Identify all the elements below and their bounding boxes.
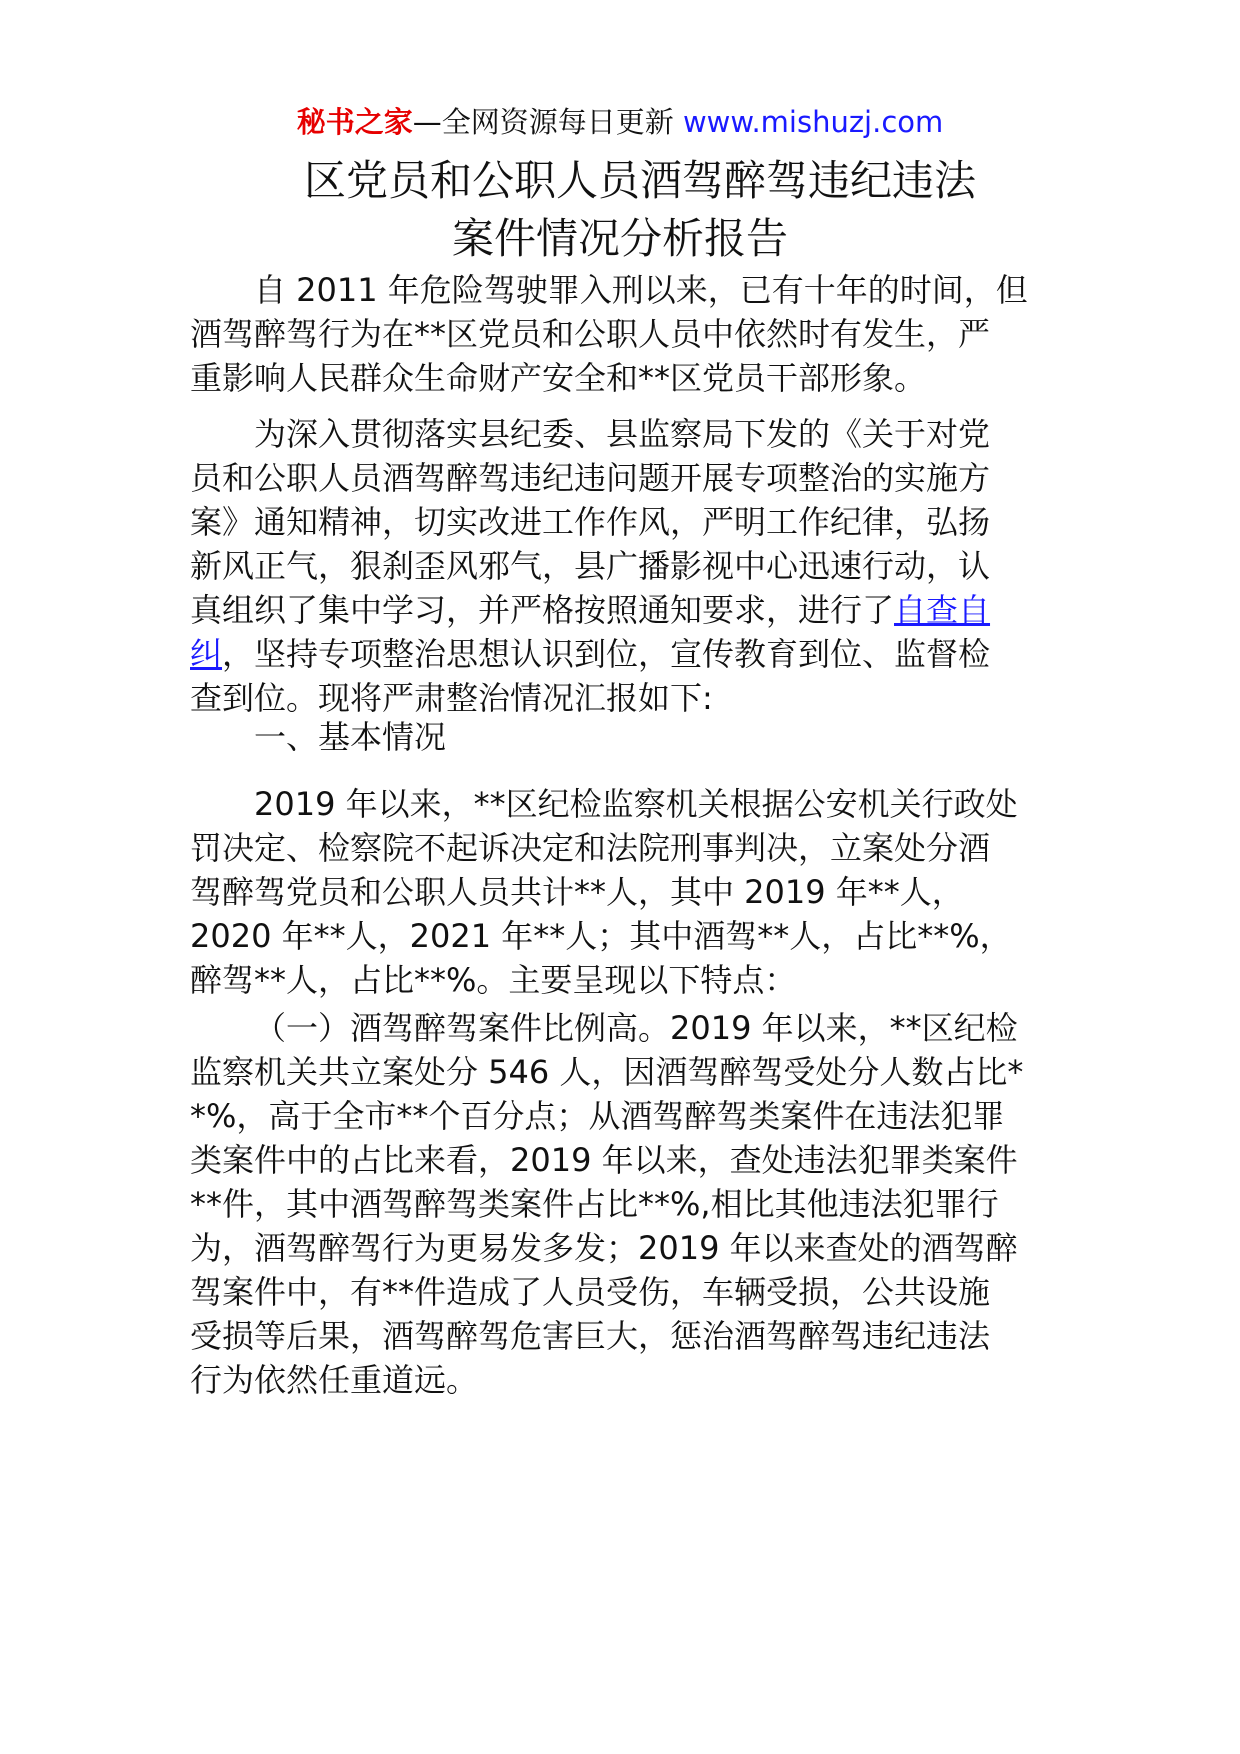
self-inspection-link-continued[interactable]: 纠	[190, 635, 223, 673]
section-heading-text: 一、基本情况	[254, 718, 447, 756]
site-url-link[interactable]: www.mishuzj.com	[682, 105, 944, 139]
document-title-line-1: 区党员和公职人员酒驾醉驾违纪违法	[303, 156, 976, 205]
paragraph-line: 为深入贯彻落实县纪委、县监察局下发的《关于对党	[254, 415, 991, 453]
brand-name: 秘书之家	[296, 105, 413, 139]
paragraph-line: 2020 年**人，2021 年**人；其中酒驾**人，占比**%，	[190, 917, 1012, 955]
paragraph-line: 监察机关共立案处分 546 人，因酒驾醉驾受处分人数占比*	[190, 1053, 1024, 1091]
paragraph-statistics	[190, 782, 1070, 1002]
paragraph-line: 醉驾**人，占比**%。主要呈现以下特点：	[190, 961, 797, 999]
paragraph-line: 自 2011 年危险驾驶罪入刑以来，已有十年的时间，但	[254, 271, 1028, 309]
paragraph-line: 新风正气，狠刹歪风邪气，县广播影视中心迅速行动，认	[190, 547, 991, 585]
paragraph-line: 查到位。现将严肃整治情况汇报如下:	[190, 679, 713, 717]
paragraph-line: 为，酒驾醉驾行为更易发多发；2019 年以来查处的酒驾醉	[190, 1229, 1018, 1267]
section-heading-basic-situation	[190, 715, 1070, 759]
paragraph-line-text: 真组织了集中学习，并严格按照通知要求，进行了	[190, 591, 895, 629]
document-title-line-2: 案件情况分析报告	[451, 214, 788, 263]
paragraph-line: **件，其中酒驾醉驾类案件占比**%,相比其他违法犯罪行	[190, 1185, 999, 1223]
paragraph-line: *%，高于全市**个百分点；从酒驾醉驾类案件在违法犯罪	[190, 1097, 1005, 1135]
paragraph-line: 类案件中的占比来看，2019 年以来，查处违法犯罪类案件	[190, 1141, 1018, 1179]
paragraph-feature-one	[190, 1006, 1070, 1402]
paragraph-line: 酒驾醉驾行为在**区党员和公职人员中依然时有发生，严	[190, 315, 991, 353]
paragraph-line: 行为依然任重道远。	[190, 1361, 479, 1399]
paragraph-background	[190, 412, 1070, 720]
site-header	[0, 102, 1240, 142]
paragraph-line: 驾醉驾党员和公职人员共计**人，其中 2019 年**人，	[190, 873, 964, 911]
paragraph-line: 重影响人民群众生命财产安全和**区党员干部形象。	[190, 359, 927, 397]
paragraph-line	[190, 588, 1070, 632]
paragraph-line: 受损等后果，酒驾醉驾危害巨大，惩治酒驾醉驾违纪违法	[190, 1317, 991, 1355]
paragraph-intro	[190, 268, 1070, 400]
paragraph-line: （一）酒驾醉驾案件比例高。2019 年以来，**区纪检	[254, 1009, 1018, 1047]
self-inspection-link[interactable]: 自查自	[894, 591, 991, 629]
paragraph-line: 2019 年以来，**区纪检监察机关根据公安机关行政处	[254, 785, 1018, 823]
header-tagline: —全网资源每日更新	[412, 105, 674, 139]
paragraph-line	[190, 632, 1070, 676]
paragraph-line: 员和公职人员酒驾醉驾违纪违问题开展专项整治的实施方	[190, 459, 991, 497]
paragraph-line: 驾案件中，有**件造成了人员受伤，车辆受损，公共设施	[190, 1273, 991, 1311]
paragraph-line: 罚决定、检察院不起诉决定和法院刑事判决，立案处分酒	[190, 829, 991, 867]
paragraph-line: 案》通知精神，切实改进工作作风，严明工作纪律，弘扬	[190, 503, 991, 541]
paragraph-line-text: ，坚持专项整治思想认识到位，宣传教育到位、监督检	[222, 635, 991, 673]
